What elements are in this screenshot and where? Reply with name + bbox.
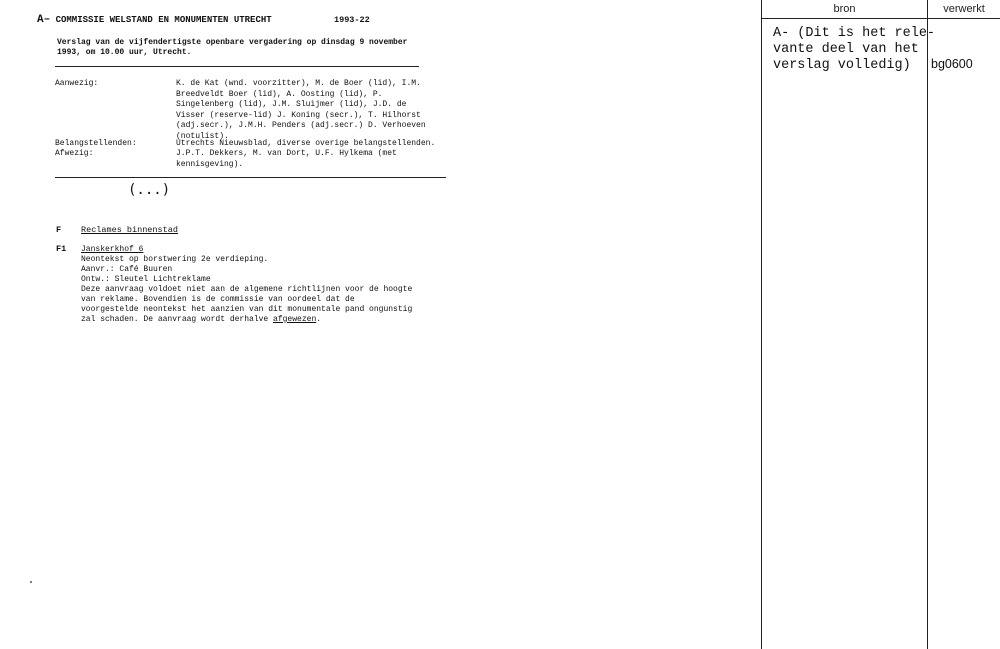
absent-line: J.P.T. Dekkers, M. van Dort, U.F. Hylkema (met (176, 149, 397, 158)
f1-line: Ontw.: Sleutel Lichtreklame (81, 275, 211, 284)
verwerkt-cell: bg0600 (931, 57, 973, 71)
section-f1-title: Janskerkhof 6 (81, 245, 144, 254)
scan-speck (30, 581, 32, 583)
f1-last-suffix: . (316, 315, 322, 324)
bron-cell: A- (Dit is het rele- vante deel van het verslag volledig) (773, 26, 936, 73)
present-list (176, 79, 426, 142)
section-f1-body (81, 245, 412, 325)
present-line: Singelenberg (lid), J.M. Sluijmer (lid), J.D. de (176, 100, 407, 109)
f1-line: Deze aanvraag voldoet niet aan de algemene richtlijnen voor de hoogte (81, 285, 413, 294)
table-border-middle (927, 0, 928, 649)
report-line: 1993, om 10.00 uur, Utrecht. (57, 48, 192, 57)
table-border-left (761, 0, 762, 649)
absent-label: Afwezig: (55, 149, 94, 158)
report-intro (57, 38, 407, 58)
section-f-title: Reclames binnenstad (81, 225, 178, 235)
stakeholders-label: Belangstellenden: (55, 139, 137, 148)
present-line: Breedveldt Boer (lid), A. Oosting (lid), P. (176, 89, 383, 99)
header-title: COMMISSIE WELSTAND EN MONUMENTEN UTRECHT (55, 15, 272, 25)
table-header-divider (761, 18, 1000, 19)
column-header-bron: bron (833, 3, 856, 15)
header-prefix: A– (37, 14, 51, 26)
f1-line: voorgestelde neontekst het aanzien van dit monumentale pand ongunstig (81, 305, 413, 314)
f1-line: Neontekst op borstwering 2e verdieping. (81, 255, 269, 264)
divider-top (55, 66, 419, 67)
decision-emphasis: afgewezen (273, 315, 317, 324)
present-label: Aanwezig: (55, 79, 99, 88)
report-line: Verslag van de vijfendertigste openbare vergadering op dinsdag 9 november (57, 38, 408, 47)
section-f-code: F (56, 225, 62, 235)
f1-last-prefix: zal schaden. De aanvraag wordt derhalve (81, 315, 274, 324)
f1-line: Aanvr.: Café Buuren (81, 265, 173, 274)
divider-bottom (55, 177, 446, 178)
f1-last-line (81, 315, 412, 325)
absent-list (176, 149, 397, 170)
present-line: K. de Kat (wnd. voorzitter), M. de Boer (lid), I.M. (176, 79, 421, 88)
omission-marker: (...) (128, 182, 171, 198)
section-f1-code: F1 (56, 244, 67, 254)
document-number: 1993-22 (334, 15, 370, 25)
present-line: (notulist). (176, 131, 229, 141)
document-header (37, 14, 272, 26)
present-line: (adj.secr.), J.M.H. Penders (adj.secr.) D. Verhoeven (176, 121, 426, 130)
stakeholders-value: Utrechts Nieuwsblad, diverse overige belangstellenden. (176, 139, 436, 148)
present-line: Visser (reserve-lid) J. Koning (secr.), T. Hilhorst (176, 110, 421, 120)
f1-line: van reklame. Bovendien is de commissie van oordeel dat de (81, 295, 355, 304)
column-header-verwerkt: verwerkt (943, 3, 985, 15)
absent-line: kennisgeving). (176, 159, 244, 169)
